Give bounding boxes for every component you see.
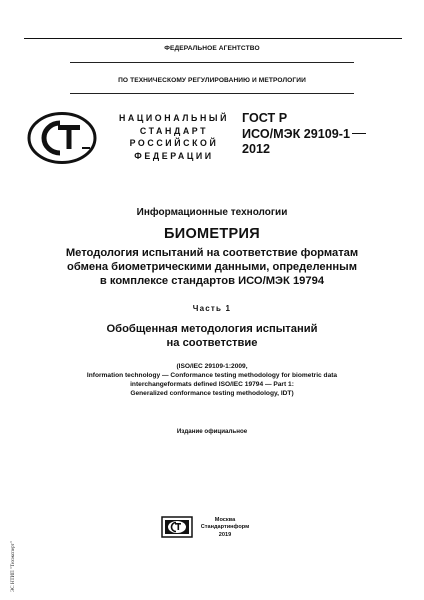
header-rule-bottom [70,93,354,94]
standard-designation: ГОСТ Р ИСО/МЭК 29109-1 2012 [242,111,372,158]
part-number: Часть 1 [192,304,232,313]
international-reference: (ISO/IEC 29109-1:2009, Information technology — Conformance testing methodology for biometric data interchangeformats defined ISO/IEC 19794 — Part 1: Generalized conformance testing methodology, IDT) [86,363,338,397]
standartinform-logo-icon [161,516,193,538]
category-heading: Информационные технологии [136,207,288,218]
agency-name: ФЕДЕРАЛЬНОЕ АГЕНТСТВО [164,45,260,52]
publisher-info: Москва Стандартинформ 2019 [200,517,250,538]
side-stamp: ЭС НТИП "Техэксперт" [11,541,16,592]
agency-subtitle: ПО ТЕХНИЧЕСКОМУ РЕГУЛИРОВАНИЮ И МЕТРОЛОГИИ [118,77,306,84]
gost-r-logo-icon [24,110,102,166]
main-title: БИОМЕТРИЯ [164,226,260,242]
edition-label: Издание официальное [176,428,248,435]
header-rule-top [70,62,354,63]
part-title: Обобщенная методология испытаний на соответствие [106,323,318,349]
subtitle-block: Методология испытаний на соответствие форматам обмена биометрическими данными, определенным в комплексе стандартов ИСО/МЭК 19794 [65,247,359,288]
national-standard-label: НАЦИОНАЛЬНЫЙ СТАНДАРТ РОССИЙСКОЙ ФЕДЕРАЦИИ [118,113,230,161]
